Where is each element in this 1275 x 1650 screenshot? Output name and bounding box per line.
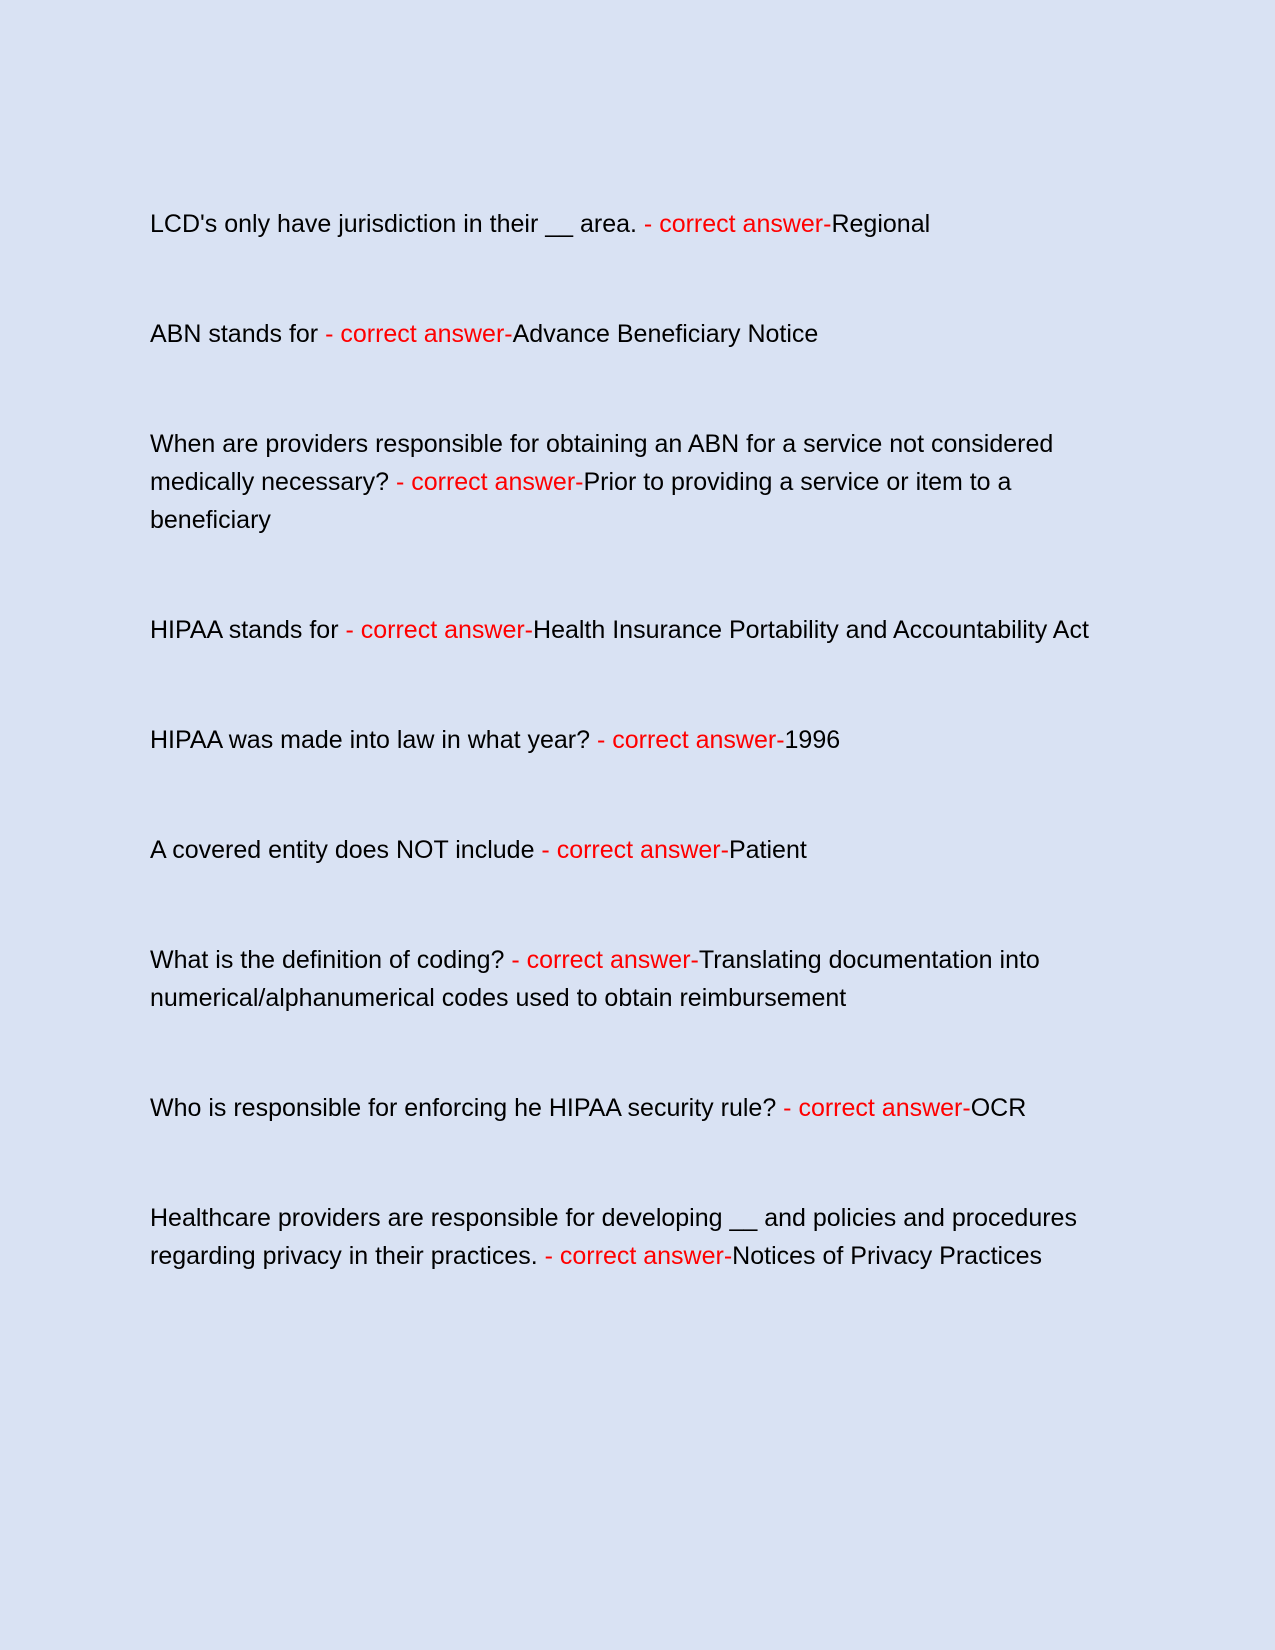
qa-item <box>150 611 1130 649</box>
answer-text: Health Insurance Portability and Accountability Act <box>533 616 1089 644</box>
correct-answer-marker: - correct answer- <box>395 468 584 496</box>
answer-text: 1996 <box>784 726 841 754</box>
question-text: Healthcare providers are responsible for developing __ and policies and procedures regarding privacy in their practices. <box>150 1204 1077 1270</box>
answer-text: Translating documentation into numerical/alphanumerical codes used to obtain reimbursement <box>150 946 1040 1012</box>
correct-answer-marker: - correct answer- <box>596 726 785 754</box>
correct-answer-marker: - correct answer- <box>511 946 699 974</box>
correct-answer-marker: - correct answer- <box>783 1094 971 1122</box>
correct-answer-marker: - correct answer- <box>541 836 729 864</box>
answer-text: Advance Beneficiary Notice <box>512 320 819 348</box>
qa-item <box>150 941 1130 1017</box>
question-text: When are providers responsible for obtaining an ABN for a service not considered medically necessary? <box>150 430 1054 496</box>
qa-item <box>150 1089 1130 1127</box>
answer-text: Regional <box>831 210 931 238</box>
question-text: ABN stands for <box>150 320 326 348</box>
correct-answer-marker: - correct answer- <box>643 210 832 238</box>
qa-list <box>150 205 1130 1347</box>
question-text: Who is responsible for enforcing he HIPAA security rule? <box>150 1094 784 1122</box>
answer-text: Patient <box>728 836 807 864</box>
answer-text: OCR <box>970 1094 1027 1122</box>
correct-answer-marker: - correct answer- <box>345 616 534 644</box>
qa-item <box>150 425 1130 539</box>
question-text: LCD's only have jurisdiction in their __ area. <box>150 210 644 238</box>
qa-item <box>150 205 1130 243</box>
qa-item <box>150 831 1130 869</box>
question-text: HIPAA was made into law in what year? <box>150 726 597 754</box>
answer-text: Prior to providing a service or item to a beneficiary <box>150 468 1012 534</box>
qa-item <box>150 315 1130 353</box>
answer-text: Notices of Privacy Practices <box>732 1242 1042 1270</box>
qa-item <box>150 721 1130 759</box>
question-text: What is the definition of coding? <box>150 946 512 974</box>
question-text: HIPAA stands for <box>150 616 346 644</box>
correct-answer-marker: - correct answer- <box>544 1242 733 1270</box>
correct-answer-marker: - correct answer- <box>325 320 513 348</box>
qa-item <box>150 1199 1130 1275</box>
question-text: A covered entity does NOT include <box>150 836 542 864</box>
